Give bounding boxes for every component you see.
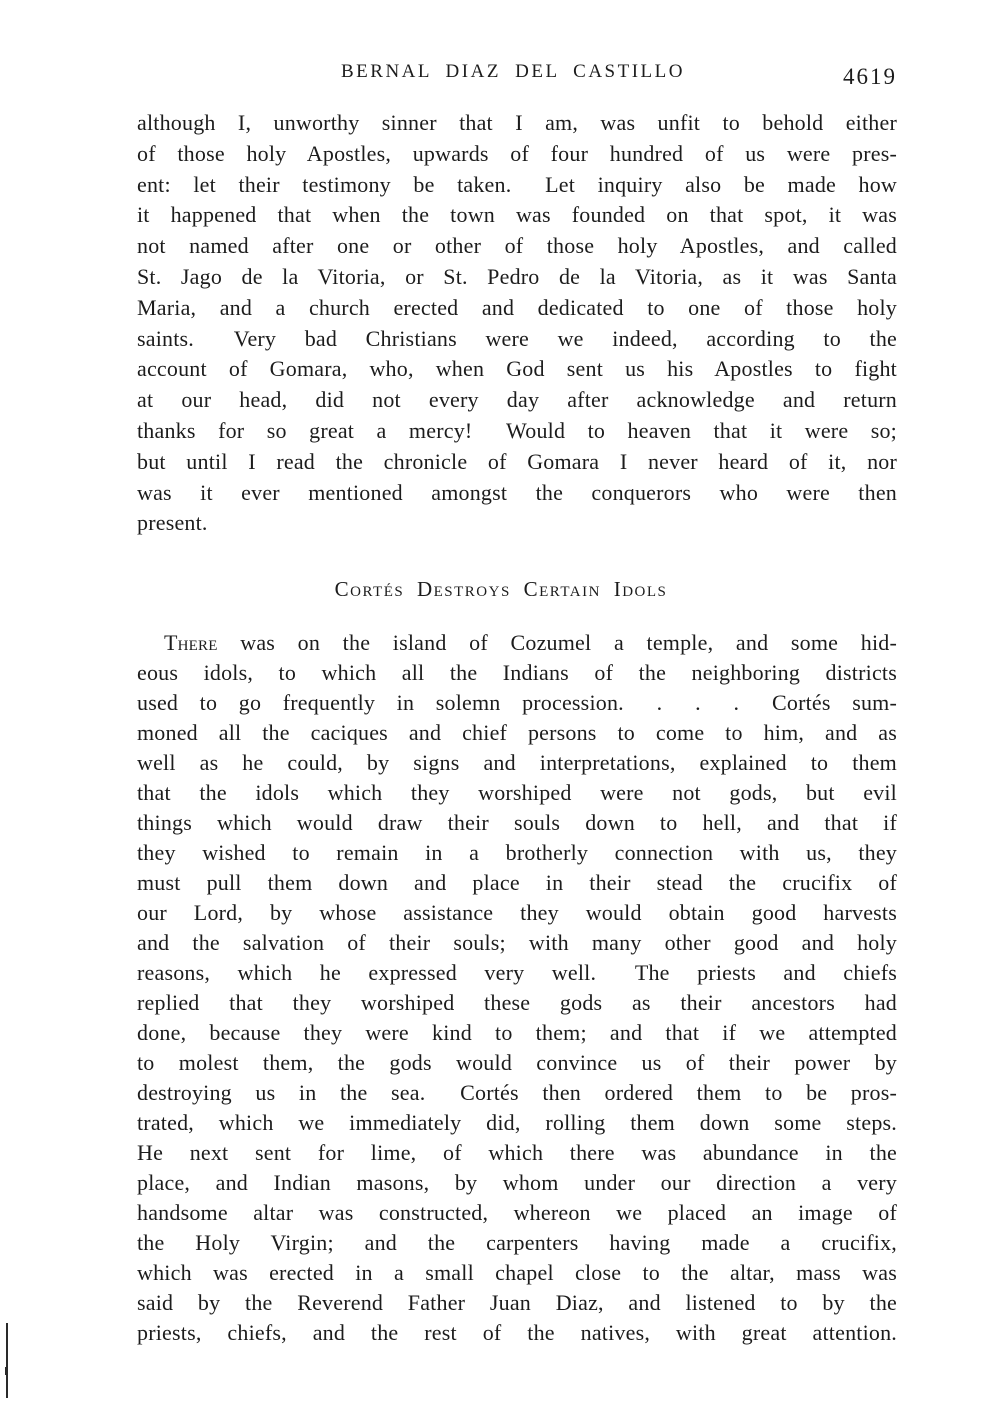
text-line: well as he could, by signs and interpretations, explained to them: [137, 750, 897, 775]
paragraph-continuation: [137, 108, 897, 539]
text-line: reasons, which he expressed very well. The priests and chiefs: [137, 960, 897, 985]
text-line: replied that they worshiped these gods as their ancestors had: [137, 990, 897, 1015]
text-line: but until I read the chronicle of Gomara I never heard of it, nor: [137, 448, 897, 474]
text-line: place, and Indian masons, by whom under our direction a very: [137, 1170, 897, 1195]
section-heading: Cortés Destroys Certain Idols: [334, 577, 668, 601]
text-line: priests, chiefs, and the rest of the natives, with great attention.: [137, 1320, 897, 1345]
text-line: Maria, and a church erected and dedicated to one of those holy: [137, 294, 897, 320]
running-header: BERNAL DIAZ DEL CASTILLO: [341, 61, 685, 82]
text-line: it happened that when the town was founded on that spot, it was: [137, 202, 897, 228]
text-line: trated, which we immediately did, rolling them down some steps.: [137, 1110, 897, 1135]
text-line: handsome altar was constructed, whereon we placed an image of: [137, 1200, 897, 1225]
text-line: St. Jago de la Vitoria, or St. Pedro de la Vitoria, as it was Santa: [137, 263, 897, 289]
lead-word: There: [164, 630, 218, 655]
text-line: at our head, did not every day after acknowledge and return: [137, 387, 897, 413]
text-line: thanks for so great a mercy! Would to heaven that it were so;: [137, 417, 897, 443]
text-line: eous idols, to which all the Indians of the neighboring districts: [137, 660, 897, 685]
text-line: destroying us in the sea. Cortés then ordered them to be pros-: [137, 1080, 897, 1105]
text-line: that the idols which they worshiped were not gods, but evil: [137, 780, 897, 805]
text-line: our Lord, by whose assistance they would obtain good harvests: [137, 900, 897, 925]
text-line: must pull them down and place in their stead the crucifix of: [137, 870, 897, 895]
page-number: 4619: [843, 64, 897, 89]
text-line: not named after one or other of those holy Apostles, and called: [137, 233, 897, 259]
text-line: of those holy Apostles, upwards of four hundred of us were pres-: [137, 140, 897, 166]
text-line: done, because they were kind to them; and that if we attempted: [137, 1020, 897, 1045]
text-line: the Holy Virgin; and the carpenters having made a crucifix,: [137, 1230, 897, 1255]
text-line: saints. Very bad Christians were we indeed, according to the: [137, 325, 897, 351]
text-line: they wished to remain in a brotherly connection with us, they: [137, 840, 897, 865]
text-line: which was erected in a small chapel close to the altar, mass was: [137, 1260, 897, 1285]
text-line: and the salvation of their souls; with many other good and holy: [137, 930, 897, 955]
text-line: although I, unworthy sinner that I am, was unfit to behold either: [137, 110, 897, 135]
text-line: used to go frequently in solemn procession. . . . Cortés sum-: [137, 690, 897, 715]
text-line: ent: let their testimony be taken. Let inquiry also be made how: [137, 171, 897, 197]
text-line: was it ever mentioned amongst the conquerors who were then: [137, 479, 897, 505]
text-line: moned all the caciques and chief persons to come to him, and as: [137, 720, 897, 745]
text-line: to molest them, the gods would convince us of their power by: [137, 1050, 897, 1075]
scan-artifact-line: [6, 1323, 8, 1398]
text-line: things which would draw their souls down to hell, and that if: [137, 810, 897, 835]
scan-artifact-dot: [5, 1367, 8, 1375]
text-line: He next sent for lime, of which there was abundance in the: [137, 1140, 897, 1165]
text-line: present.: [137, 510, 208, 536]
text-line: There was on the island of Cozumel a temple, and some hid-: [164, 630, 897, 655]
text-line: account of Gomara, who, when God sent us his Apostles to fight: [137, 356, 897, 382]
paragraph-cortes-idols: [137, 628, 897, 1348]
text-line: said by the Reverend Father Juan Diaz, and listened to by the: [137, 1290, 897, 1315]
